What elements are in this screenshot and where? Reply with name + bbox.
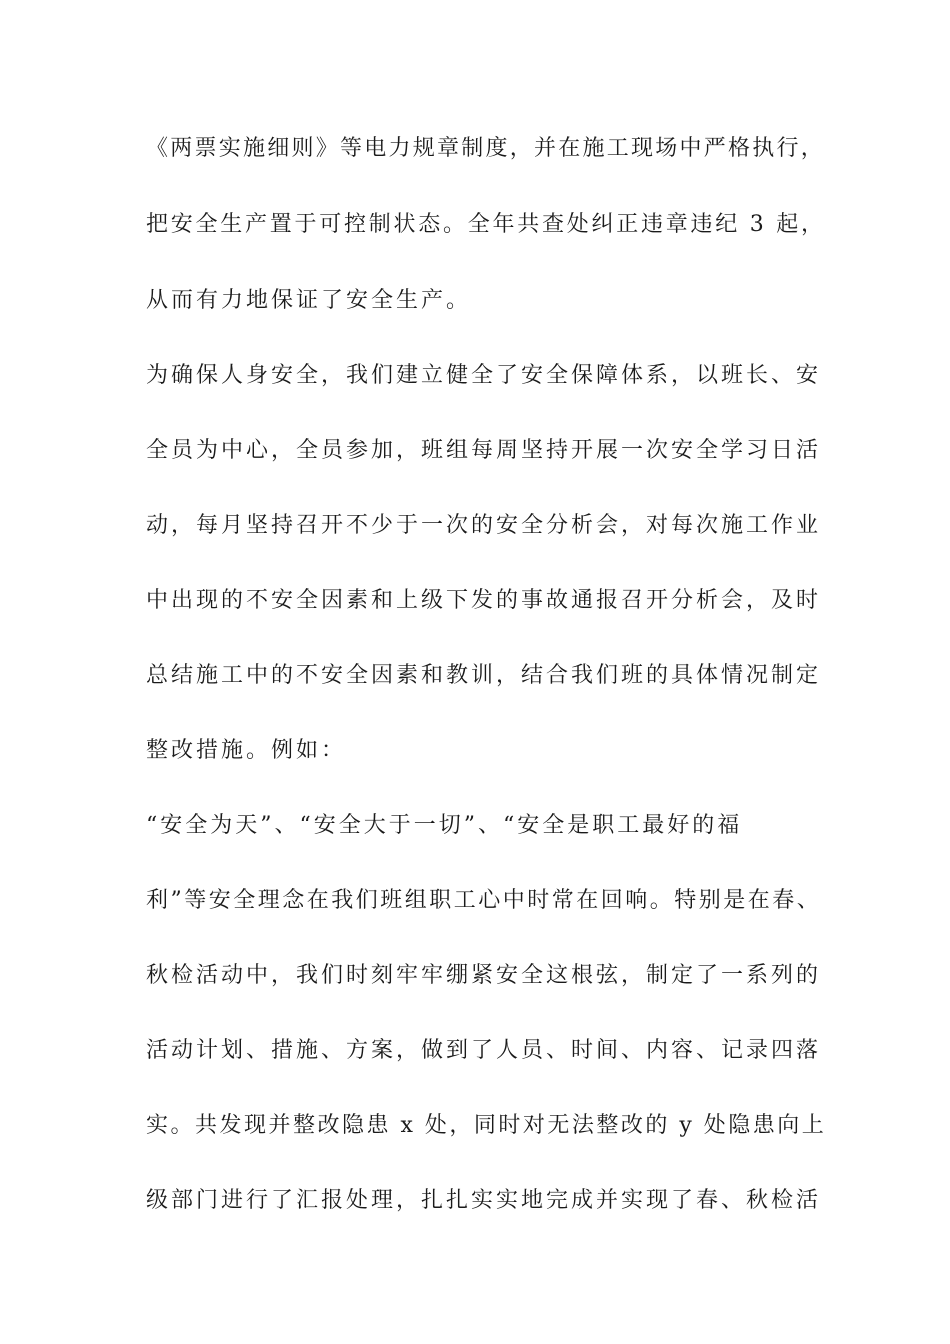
text-line: 动，每月坚持召开不少于一次的安全分析会，对每次施工作业 bbox=[146, 513, 822, 538]
text-line: 利”等安全理念在我们班组职工心中时常在回响。特别是在春、 bbox=[146, 888, 822, 913]
text-line: 《两票实施细则》等电力规章制度，并在施工现场中严格执行， bbox=[146, 136, 826, 161]
text-line: 把安全生产置于可控制状态。全年共查处纠正违章违纪 3 起， bbox=[146, 212, 826, 237]
text-line: 活动计划、措施、方案，做到了人员、时间、内容、记录四落 bbox=[146, 1038, 822, 1063]
text-line: “安全为天”、“安全大于一切”、“安全是职工最好的福 bbox=[146, 813, 743, 838]
text-line: 从而有力地保证了安全生产。 bbox=[146, 288, 472, 313]
text-line: 秋检活动中，我们时刻牢牢绷紧安全这根弦，制定了一系列的 bbox=[146, 963, 822, 988]
text-line: 实。共发现并整改隐患 x 处，同时对无法整改的 y 处隐患向上 bbox=[146, 1113, 827, 1138]
text-line: 中出现的不安全因素和上级下发的事故通报召开分析会，及时 bbox=[146, 588, 822, 613]
text-line: 总结施工中的不安全因素和教训，结合我们班的具体情况制定 bbox=[146, 663, 822, 688]
text-line: 为确保人身安全，我们建立健全了安全保障体系，以班长、安 bbox=[146, 363, 822, 388]
text-line: 级部门进行了汇报处理，扎扎实实地完成并实现了春、秋检活 bbox=[146, 1188, 822, 1213]
text-line: 全员为中心，全员参加，班组每周坚持开展一次安全学习日活 bbox=[146, 438, 822, 463]
text-line: 整改措施。例如： bbox=[146, 738, 347, 763]
